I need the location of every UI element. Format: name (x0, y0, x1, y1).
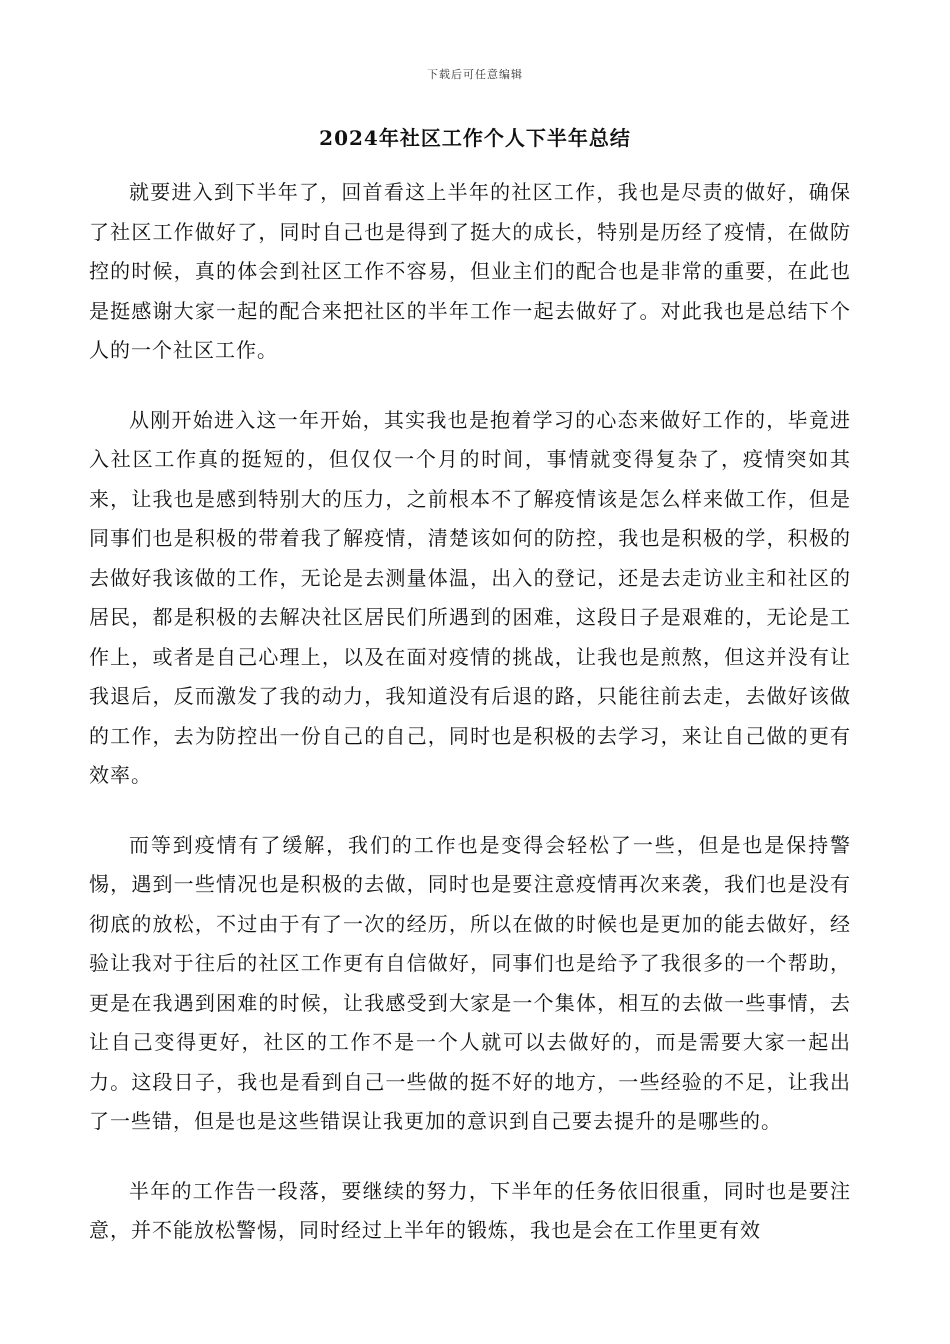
paragraph-4: 半年的工作告一段落，要继续的努力，下半年的任务依旧很重，同时也是要注意，并不能放松警惕，同时经过上半年的锻炼，我也是会在工作里更有效 (89, 1178, 851, 1242)
paragraph-3: 而等到疫情有了缓解，我们的工作也是变得会轻松了一些，但是也是保持警惕，遇到一些情况也是积极的去做，同时也是要注意疫情再次来袭，我们也是没有彻底的放松，不过由于有了一次的经历，所以在做的时候也是更加的能去做好，经验让我对于往后的社区工作更有自信做好，同事们也是给予了我很多的一个帮助，更是在我遇到困难的时候，让我感受到大家是一个集体，相互的去做一些事情，去让自己变得更好，社区的工作不是一个人就可以去做好的，而是需要大家一起出力。这段日子，我也是看到自己一些做的挺不好的地方，一些经验的不足，让我出了一些错，但是也是这些错误让我更加的意识到自己要去提升的是哪些的。 (89, 832, 851, 1133)
document-body (89, 173, 851, 1281)
paragraph-1: 就要进入到下半年了，回首看这上半年的社区工作，我也是尽责的做好，确保了社区工作做好了，同时自己也是得到了挺大的成长，特别是历经了疫情，在做防控的时候，真的体会到社区工作不容易，但业主们的配合也是非常的重要，在此也是挺感谢大家一起的配合来把社区的半年工作一起去做好了。对此我也是总结下个人的一个社区工作。 (89, 180, 851, 362)
paragraph-2: 从刚开始进入这一年开始，其实我也是抱着学习的心态来做好工作的，毕竟进入社区工作真的挺短的，但仅仅一个月的时间，事情就变得复杂了，疫情突如其来，让我也是感到特别大的压力，之前根本不了解疫情该是怎么样来做工作，但是同事们也是积极的带着我了解疫情，清楚该如何的防控，我也是积极的学，积极的去做好我该做的工作，无论是去测量体温，出入的登记，还是去走访业主和社区的居民，都是积极的去解决社区居民们所遇到的困难，这段日子是艰难的，无论是工作上，或者是自己心理上，以及在面对疫情的挑战，让我也是煎熬，但这并没有让我退后，反而激发了我的动力，我知道没有后退的路，只能往前去走，去做好该做的工作，去为防控出一份自己的自己，同时也是积极的去学习，来让自己做的更有效率。 (89, 407, 851, 787)
header-note: 下载后可任意编辑 (427, 68, 523, 81)
document-title: 2024年社区工作个人下半年总结 (319, 126, 631, 150)
